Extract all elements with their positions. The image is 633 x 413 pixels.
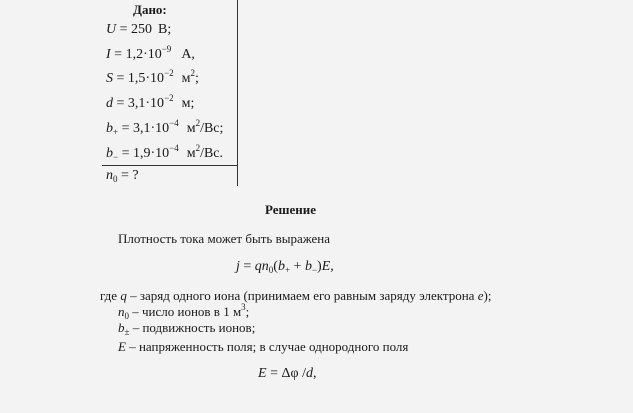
mobility-definition: $b_\pm$ – подвижность ионов; [118,320,256,337]
where-line: где q – заряд одного иона (принимаем его равным заряду электрона e); [100,288,492,303]
given-row-mobility-negative: $b_- = 1,9\cdot 10^{-4}$ $м^2/Вс$. [106,143,224,162]
field-definition: E – напряженность поля; в случае однородного поля [118,339,409,354]
find-row: $n_0$ = ? [106,168,139,184]
given-row-mobility-positive: $b_+ = 3,1\cdot 10^{-4}$ $м^2/Вс$; [106,118,224,137]
given-row-current: $I = 1,2\cdot 10^{-9}$ А, [106,44,195,62]
field-formula: E = Δφ /d, [258,366,317,381]
given-row-distance: $d = 3,1\cdot 10^{-2}$ м; [106,93,195,111]
given-row-area: $S = 1,5\cdot 10^{-2}$ $м^2$; [106,68,199,86]
given-divider-horizontal [102,165,238,166]
solution-intro: Плотность тока может быть выражена [118,231,331,246]
current-density-formula: $j = qn_0(b_+ + b_-)E$, [236,259,334,275]
n0-definition: $n_0$ – число ионов в 1 $м^3$; [118,302,250,321]
given-divider-vertical [237,0,238,186]
given-title: Дано: [133,2,167,17]
given-row-voltage: U = 250 В; [106,22,172,37]
solution-title: Решение [265,202,317,217]
